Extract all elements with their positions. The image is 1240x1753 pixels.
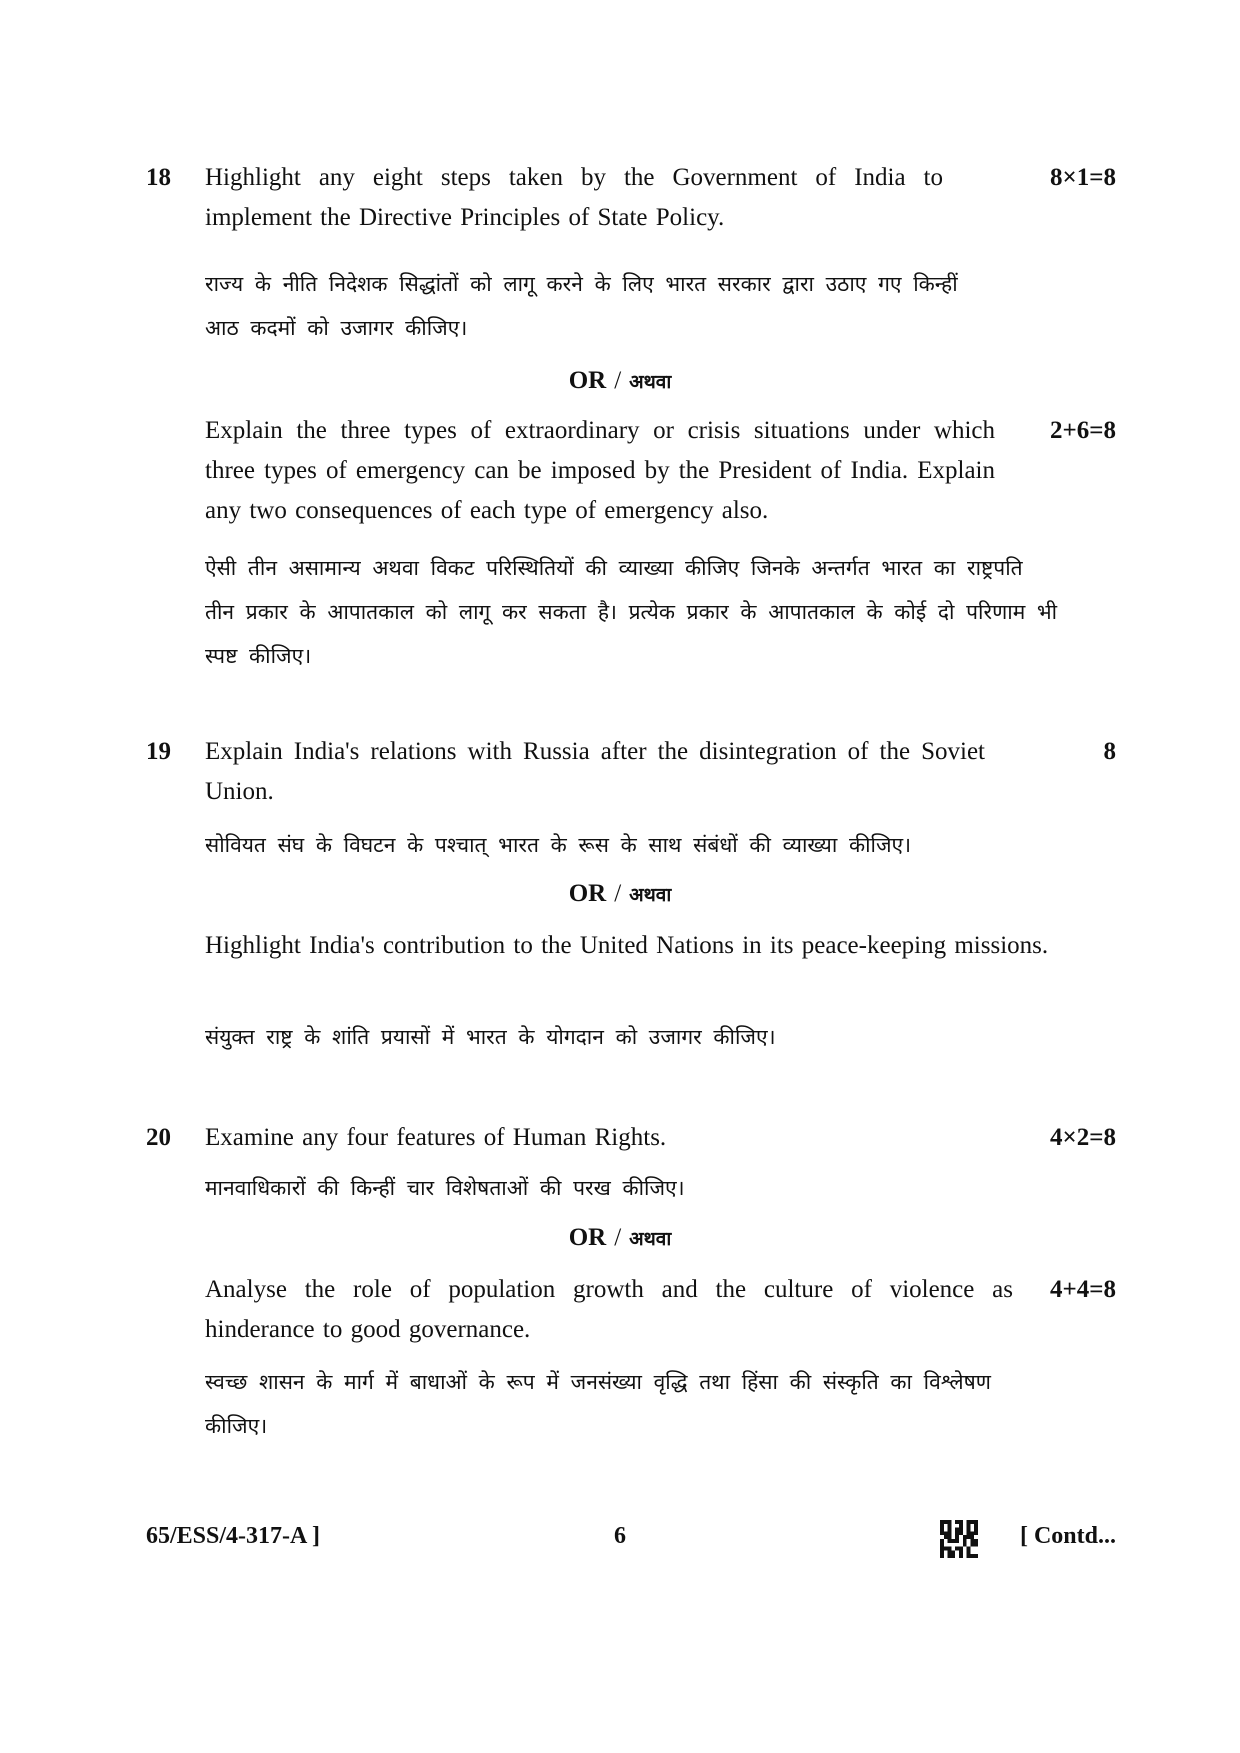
question-number: 18 [146,164,171,191]
marks-label: 8×1=8 [1050,164,1116,191]
alt-question-text-en: Highlight India's contribution to the United Nations in its peace-keeping missions. [205,932,1049,959]
or-slash: / [614,1224,622,1251]
question-text-hi: राज्य के नीति निदेशक सिद्धांतों को लागू करने के लिए भारत सरकार द्वारा उठाए गए किन्हीं आठ कदमों को उजागर कीजिए। [205,272,958,340]
alt-marks-label: 4+4=8 [1050,1276,1116,1303]
alt-question-text-en: Analyse the role of population growth and the culture of violence as hinderance to good governance. [205,1276,1013,1343]
qr-code-icon [940,1520,978,1558]
alt-question-text-hi: संयुक्त राष्ट्र के शांति प्रयासों में भारत के योगदान को उजागर कीजिए। [205,1025,776,1049]
paper-code: 65/ESS/4-317-A ] [146,1523,321,1549]
question-text-en: Explain India's relations with Russia after the disintegration of the Soviet Union. [205,738,985,805]
question-number: 20 [146,1124,171,1151]
or-slash: / [614,880,622,907]
marks-label: 8 [1103,738,1116,765]
or-separator [0,361,1240,402]
page-number: 6 [614,1523,626,1549]
or-separator [0,1218,1240,1259]
or-separator [0,874,1240,915]
continued-label: [ Contd... [1019,1523,1116,1549]
or-label-hi: अथवा [629,1228,672,1250]
or-label-en: OR [568,1224,607,1251]
or-label-hi: अथवा [629,371,672,393]
or-label-hi: अथवा [629,884,672,906]
alt-question-text-hi: स्वच्छ शासन के मार्ग में बाधाओं के रूप में जनसंख्या वृद्धि तथा हिंसा की संस्कृति का विश्लेषण कीजिए। [205,1370,991,1438]
question-text-en: Examine any four features of Human Rights. [205,1124,667,1151]
or-label-en: OR [568,367,607,394]
alt-question-text-en: Explain the three types of extraordinary or crisis situations under which three types of emergency can be imposed by the President of India. Explain any two consequences of each type of emergency also. [205,417,995,524]
question-text-hi: मानवाधिकारों की किन्हीं चार विशेषताओं की परख कीजिए। [205,1176,685,1200]
marks-label: 4×2=8 [1050,1124,1116,1151]
or-label-en: OR [568,880,607,907]
question-number: 19 [146,738,171,765]
alt-question-text-hi: ऐसी तीन असामान्य अथवा विकट परिस्थितियों की व्याख्या कीजिए जिनके अन्तर्गत भारत का राष्ट्रपति तीन प्रकार के आपातकाल को लागू कर सकता है। प्रत्येक प्रकार के आपातकाल के कोई दो परिणाम भी स्पष्ट कीजिए। [205,556,1058,668]
question-text-hi: सोवियत संघ के विघटन के पश्चात् भारत के रूस के साथ संबंधों की व्याख्या कीजिए। [205,833,912,857]
or-slash: / [614,367,622,394]
alt-marks-label: 2+6=8 [1050,417,1116,444]
question-text-en: Highlight any eight steps taken by the Government of India to implement the Directive Principles of State Policy. [205,164,943,231]
